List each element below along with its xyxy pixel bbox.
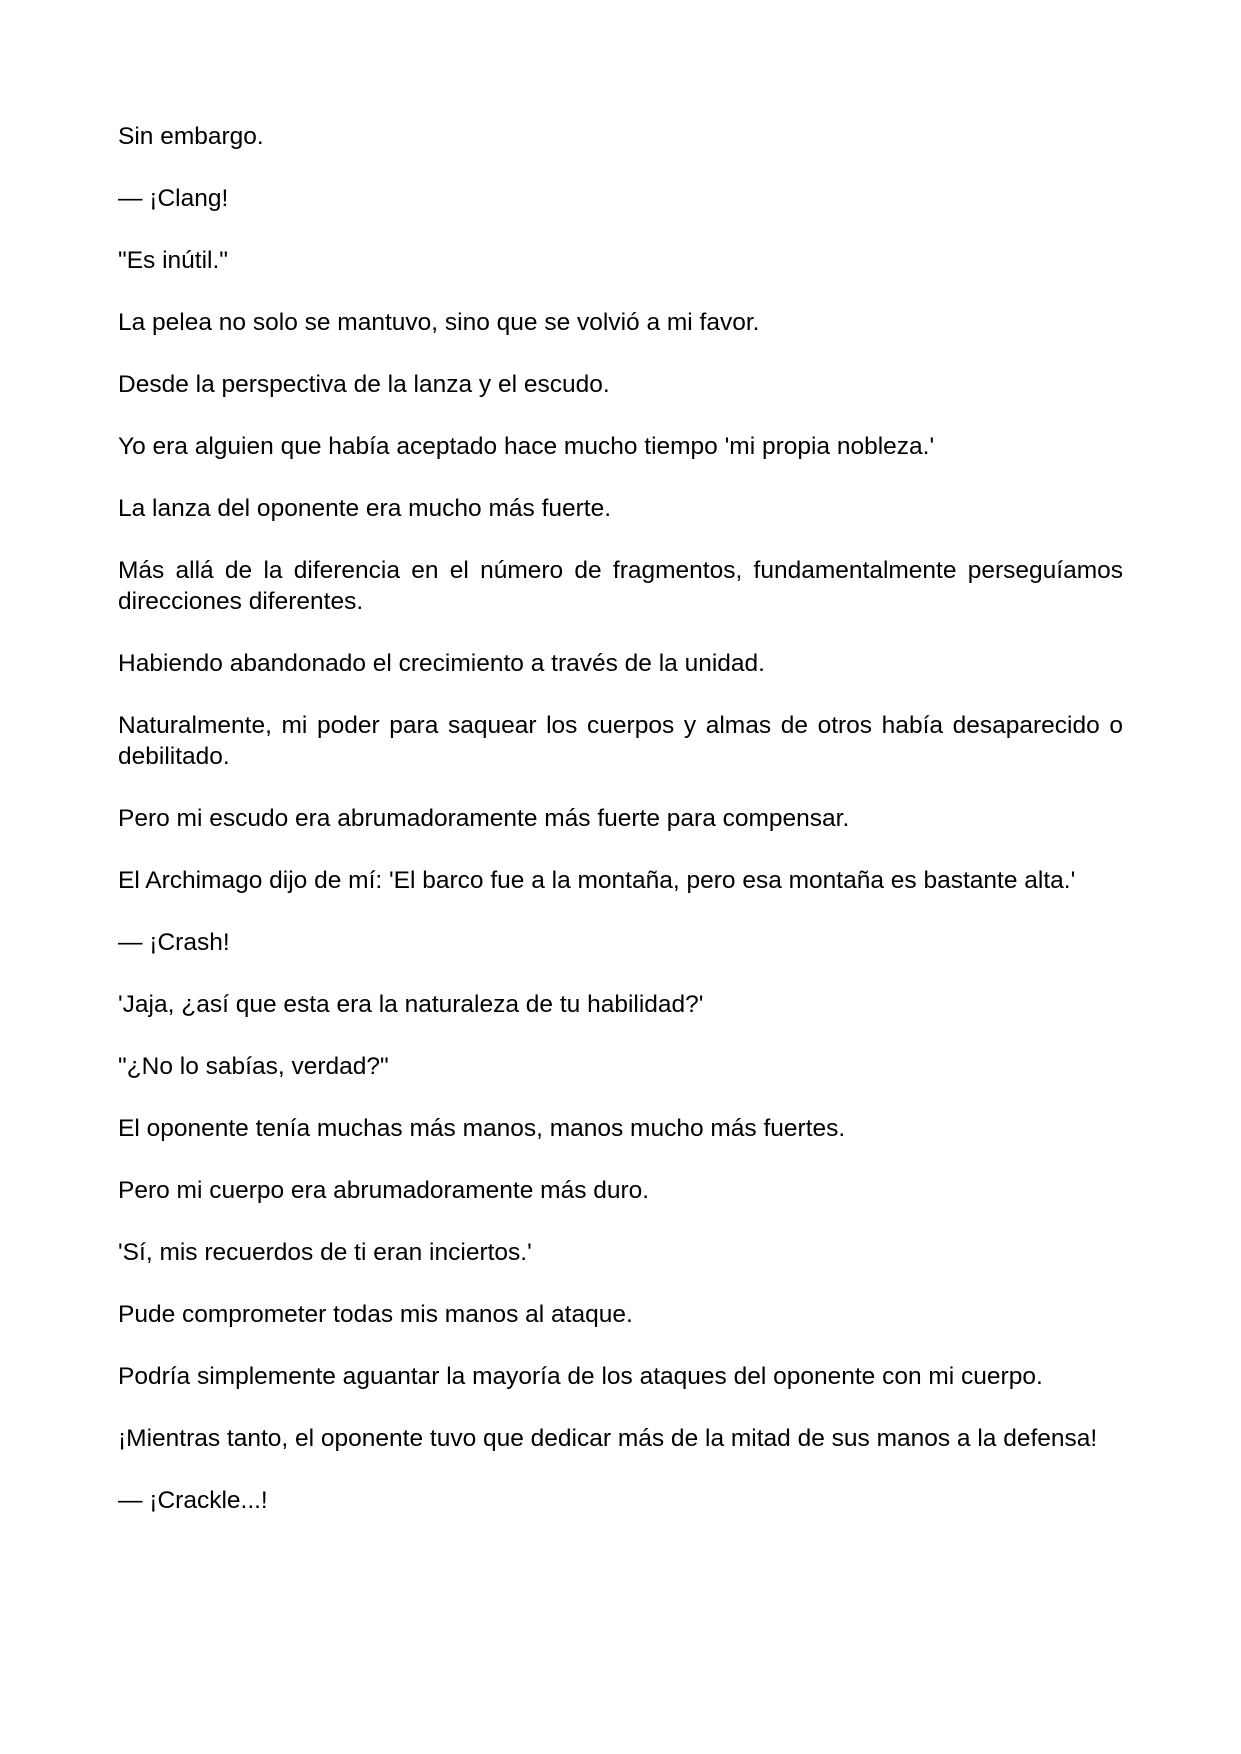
- paragraph: Desde la perspectiva de la lanza y el escudo.: [118, 371, 610, 398]
- paragraph: Naturalmente, mi poder para saquear los cuerpos y almas de otros había desaparecido o debilitado.: [118, 712, 1123, 770]
- paragraph: Pero mi escudo era abrumadoramente más fuerte para compensar.: [118, 805, 850, 832]
- paragraph: El oponente tenía muchas más manos, manos mucho más fuertes.: [118, 1115, 846, 1142]
- paragraph: Yo era alguien que había aceptado hace mucho tiempo 'mi propia nobleza.': [118, 433, 935, 460]
- paragraph: ¡Mientras tanto, el oponente tuvo que dedicar más de la mitad de sus manos a la defensa!: [118, 1425, 1098, 1452]
- paragraph: La lanza del oponente era mucho más fuerte.: [118, 495, 612, 522]
- paragraph: Habiendo abandonado el crecimiento a través de la unidad.: [118, 650, 765, 677]
- paragraph: "Es inútil.": [118, 247, 228, 274]
- paragraph: "¿No lo sabías, verdad?": [118, 1053, 389, 1080]
- paragraph: Más allá de la diferencia en el número de fragmentos, fundamentalmente perseguíamos direcciones diferentes.: [118, 557, 1123, 615]
- paragraph: 'Jaja, ¿así que esta era la naturaleza de tu habilidad?': [118, 991, 704, 1018]
- paragraph: Podría simplemente aguantar la mayoría de los ataques del oponente con mi cuerpo.: [118, 1363, 1043, 1390]
- paragraph: El Archimago dijo de mí: 'El barco fue a la montaña, pero esa montaña es bastante alta.': [118, 867, 1076, 894]
- paragraph: Pero mi cuerpo era abrumadoramente más duro.: [118, 1177, 650, 1204]
- paragraph: Sin embargo.: [118, 123, 264, 150]
- paragraph: La pelea no solo se mantuvo, sino que se volvió a mi favor.: [118, 309, 760, 336]
- paragraph: — ¡Clang!: [118, 185, 229, 212]
- paragraph: — ¡Crash!: [118, 929, 230, 956]
- paragraph: 'Sí, mis recuerdos de ti eran inciertos.': [118, 1239, 532, 1266]
- paragraph: Pude comprometer todas mis manos al ataque.: [118, 1301, 633, 1328]
- paragraph: — ¡Crackle...!: [118, 1487, 268, 1514]
- document-page: [118, 121, 1123, 1547]
